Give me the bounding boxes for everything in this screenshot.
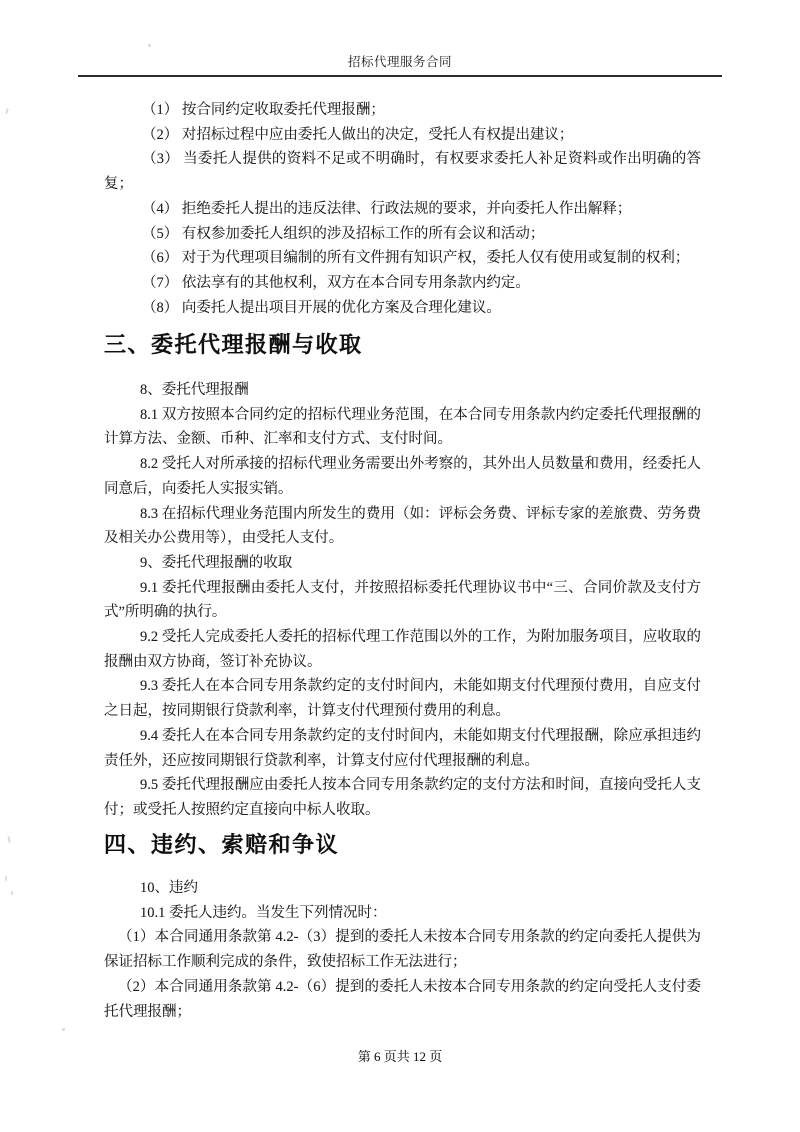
clause-8-3: 8.3 在招标代理业务范围内所发生的费用（如：评标会务费、评标专家的差旅费、劳务费及相关办公费用等），由受托人支付。	[104, 505, 701, 547]
clause-9-2: 9.2 受托人完成委托人委托的招标代理工作范围以外的工作，为附加服务项目，应收取的报酬由双方协商，签订补充协议。	[104, 629, 701, 670]
trustee-rights-clause-list	[104, 98, 701, 320]
clause-10-1: 10.1 委托人违约。当发生下列情况时：	[140, 904, 387, 921]
scan-artifact	[7, 836, 10, 843]
clause-10-title: 10、违约	[140, 880, 198, 896]
clause-9-1: 9.1 委托代理报酬由委托人支付，并按照招标委托代理协议书中“三、合同价款及支付方式”所明确的执行。	[104, 579, 701, 621]
scan-artifact	[62, 1028, 65, 1031]
clause-9-title: 9、委托代理报酬的收取	[140, 554, 293, 571]
clause-item-7: （7） 依法享有的其他权利，双方在本合同专用条款内约定。	[142, 274, 530, 291]
clause-item-5: （5） 有权参加委托人组织的涉及招标工作的所有会议和活动；	[142, 225, 545, 242]
clause-9-5: 9.5 委托代理报酬应由委托人按本合同专用条款约定的支付方法和时间，直接向受托人支付；或受托人按照约定直接向中标人收取。	[104, 777, 701, 818]
section-4-body	[104, 876, 701, 1024]
section-4-heading: 四、违约、索赔和争议	[104, 832, 340, 857]
clause-8-title: 8、委托代理报酬	[140, 382, 249, 398]
scan-artifact	[5, 876, 8, 881]
clause-item-8: （8） 向委托人提出项目开展的优化方案及合理化建议。	[142, 299, 501, 316]
clause-item-3: （3） 当委托人提供的资料不足或不明确时，有权要求委托人补足资料或作出明确的答复；	[104, 151, 701, 193]
clause-10-1-item-2: （2）本合同通用条款第 4.2-（6）提到的委托人未按本合同专用条款的约定向受托人支付委托代理报酬；	[104, 978, 701, 1020]
clause-9-3: 9.3 委托人在本合同专用条款约定的支付时间内，未能如期支付代理预付费用，自应支付之日起，按同期银行贷款利率，计算支付代理预付费用的利息。	[104, 678, 701, 720]
header-rule	[78, 75, 722, 77]
clause-10-1-item-1: （1）本合同通用条款第 4.2-（3）提到的委托人未按本合同专用条款的约定向委托人提供为保证招标工作顺利完成的条件，致使招标工作无法进行；	[104, 929, 701, 971]
clause-item-4: （4） 拒绝委托人提出的违反法律、行政法规的要求，并向委托人作出解释；	[142, 200, 632, 217]
clause-8-2: 8.2 受托人对所承接的招标代理业务需要出外考察的，其外出人员数量和费用，经委托人同意后，向委托人实报实销。	[104, 456, 701, 497]
clause-item-2: （2） 对招标过程中应由委托人做出的决定，受托人有权提出建议；	[142, 126, 574, 143]
clause-item-6: （6） 对于为代理项目编制的所有文件拥有知识产权，委托人仅有使用或复制的权利；	[142, 250, 690, 267]
clause-9-4: 9.4 委托人在本合同专用条款约定的支付时间内，未能如期支付代理报酬，除应承担违约责任外，还应按同期银行贷款利率，计算支付应付代理报酬的利息。	[104, 727, 701, 769]
clause-8-1: 8.1 双方按照本合同约定的招标代理业务范围，在本合同专用条款内约定委托代理报酬的计算方法、金额、币种、汇率和支付方式、支付时间。	[104, 406, 701, 448]
section-3-heading: 三、委托代理报酬与收取	[104, 332, 363, 357]
scan-artifact	[5, 108, 9, 114]
clause-item-1: （1） 按合同约定收取委托代理报酬；	[142, 102, 385, 118]
section-3-body	[104, 378, 701, 823]
page-header-title: 招标代理服务合同	[347, 55, 452, 69]
scan-artifact	[148, 44, 151, 47]
scan-artifact	[11, 891, 13, 895]
page-footer: 第 6 页共 12 页	[357, 1049, 443, 1064]
